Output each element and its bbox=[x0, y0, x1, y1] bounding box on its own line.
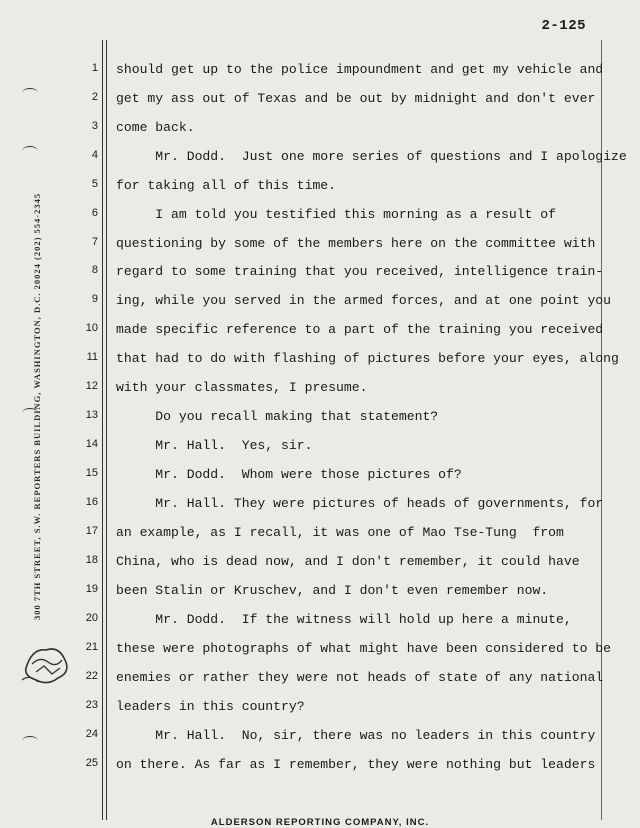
line-number: 10 bbox=[85, 322, 98, 334]
line-text: been Stalin or Kruschev, and I don't even remember now. bbox=[116, 583, 549, 598]
line-number: 16 bbox=[85, 496, 98, 508]
line-number: 17 bbox=[85, 525, 98, 537]
line-text: questioning by some of the members here on the committee with bbox=[116, 236, 596, 251]
line-text: for taking all of this time. bbox=[116, 178, 337, 193]
transcript-line bbox=[0, 438, 640, 466]
line-number: 1 bbox=[91, 62, 98, 74]
line-number: 5 bbox=[91, 178, 98, 190]
line-number: 8 bbox=[91, 264, 98, 276]
line-text: Mr. Hall. Yes, sir. bbox=[116, 438, 313, 453]
line-number: 18 bbox=[85, 554, 98, 566]
line-text: that had to do with flashing of pictures before your eyes, along bbox=[116, 351, 619, 366]
reporter-address-side-text: 300 7TH STREET, S.W. REPORTERS BUILDING, WASHINGTON, D.C. 20024 (202) 554-2345 bbox=[32, 192, 42, 620]
line-text: an example, as I recall, it was one of Mao Tse-Tung from bbox=[116, 525, 564, 540]
line-number: 13 bbox=[85, 409, 98, 421]
transcript-line bbox=[0, 120, 640, 148]
line-number: 25 bbox=[85, 757, 98, 769]
transcript-line bbox=[0, 612, 640, 640]
transcript-line bbox=[0, 554, 640, 582]
line-number: 2 bbox=[91, 91, 98, 103]
line-number: 21 bbox=[85, 641, 98, 653]
line-text: should get up to the police impoundment and get my vehicle and bbox=[116, 62, 604, 77]
transcript-line bbox=[0, 670, 640, 698]
line-text: come back. bbox=[116, 120, 195, 135]
line-number: 9 bbox=[91, 293, 98, 305]
line-number: 3 bbox=[91, 120, 98, 132]
line-number: 12 bbox=[85, 380, 98, 392]
line-text: Mr. Dodd. Just one more series of questions and I apologize bbox=[116, 149, 627, 164]
line-text: Mr. Dodd. Whom were those pictures of? bbox=[116, 467, 462, 482]
line-number: 7 bbox=[91, 236, 98, 248]
line-text: made specific reference to a part of the training you received bbox=[116, 322, 604, 337]
line-text: Do you recall making that statement? bbox=[116, 409, 439, 424]
transcript-line bbox=[0, 409, 640, 437]
line-text: Mr. Hall. They were pictures of heads of governments, for bbox=[116, 496, 604, 511]
transcript-line bbox=[0, 236, 640, 264]
transcript-line bbox=[0, 351, 640, 379]
transcript-line bbox=[0, 149, 640, 177]
line-text: regard to some training that you received, intelligence train- bbox=[116, 264, 604, 279]
transcript-line bbox=[0, 207, 640, 235]
line-text: on there. As far as I remember, they were nothing but leaders bbox=[116, 757, 596, 772]
line-number: 19 bbox=[85, 583, 98, 595]
line-number: 14 bbox=[85, 438, 98, 450]
transcript-line bbox=[0, 62, 640, 90]
line-number: 15 bbox=[85, 467, 98, 479]
line-number: 4 bbox=[91, 149, 98, 161]
line-text: with your classmates, I presume. bbox=[116, 380, 368, 395]
transcript-line bbox=[0, 467, 640, 495]
line-number: 22 bbox=[85, 670, 98, 682]
line-text: these were photographs of what might have been considered to be bbox=[116, 641, 612, 656]
line-number: 6 bbox=[91, 207, 98, 219]
line-text: China, who is dead now, and I don't remember, it could have bbox=[116, 554, 580, 569]
line-text: leaders in this country? bbox=[116, 699, 305, 714]
transcript-line bbox=[0, 91, 640, 119]
transcript-line bbox=[0, 293, 640, 321]
transcript-line bbox=[0, 322, 640, 350]
line-text: enemies or rather they were not heads of state of any national bbox=[116, 670, 604, 685]
line-text: get my ass out of Texas and be out by midnight and don't ever bbox=[116, 91, 596, 106]
transcript-line bbox=[0, 728, 640, 756]
line-number: 24 bbox=[85, 728, 98, 740]
transcript-line bbox=[0, 380, 640, 408]
transcript-line bbox=[0, 496, 640, 524]
line-number: 23 bbox=[85, 699, 98, 711]
page-number: 2-125 bbox=[541, 18, 586, 34]
line-text: Mr. Dodd. If the witness will hold up here a minute, bbox=[116, 612, 572, 627]
line-text: I am told you testified this morning as a result of bbox=[116, 207, 557, 222]
line-number: 20 bbox=[85, 612, 98, 624]
line-number: 11 bbox=[86, 351, 98, 363]
transcript-line bbox=[0, 757, 640, 785]
transcript-line bbox=[0, 641, 640, 669]
transcript-line bbox=[0, 699, 640, 727]
transcript-line bbox=[0, 264, 640, 292]
transcript-line bbox=[0, 525, 640, 553]
line-text: Mr. Hall. No, sir, there was no leaders in this country bbox=[116, 728, 596, 743]
transcript-line bbox=[0, 583, 640, 611]
line-text: ing, while you served in the armed forces, and at one point you bbox=[116, 293, 612, 308]
footer: ALDERSON REPORTING COMPANY, INC. bbox=[210, 817, 430, 828]
transcript-line bbox=[0, 178, 640, 206]
